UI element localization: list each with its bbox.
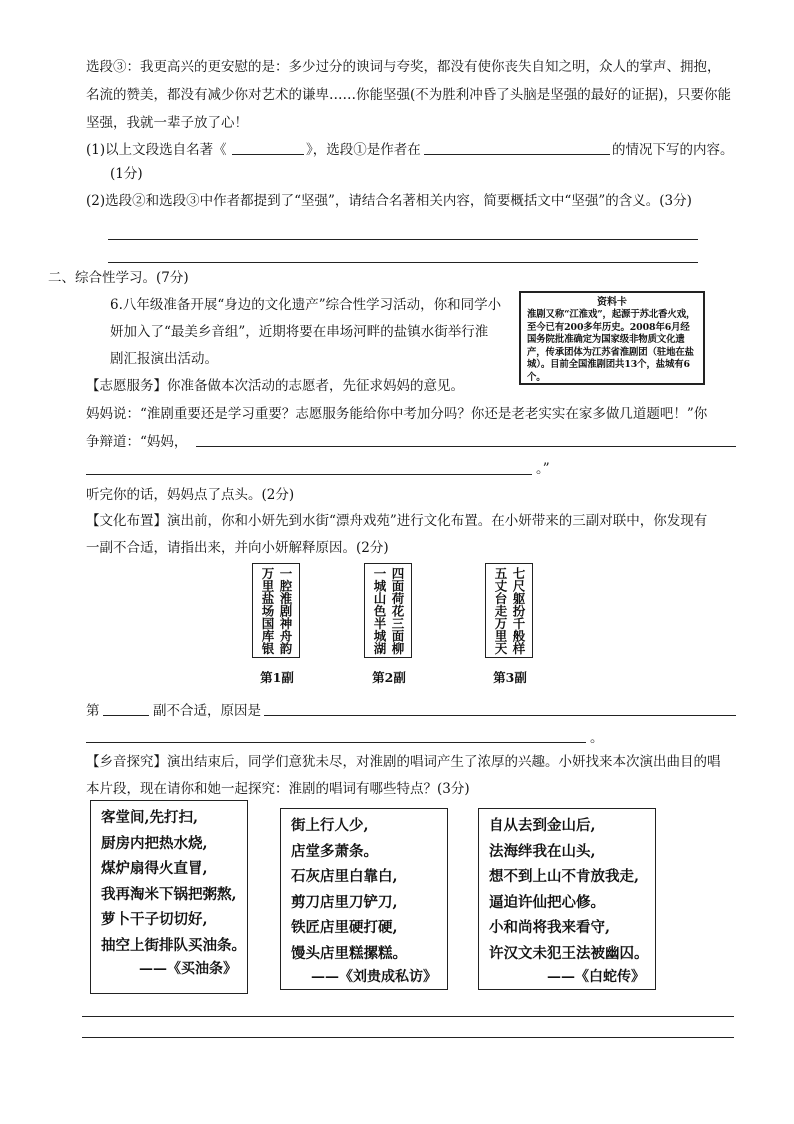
- argue-suffix: 。”: [536, 461, 550, 477]
- q2-text: (2)选段②和选段③中作者都提到了“坚强”，请结合名著相关内容，简要概括文中“坚强”的含义。(3分): [86, 193, 692, 209]
- passage-line-3: 坚强，我就一辈子放了心！: [86, 115, 248, 131]
- q1-text-b: 》，选段①是作者在: [306, 142, 421, 158]
- couplet-1-right: 一腔淮剧神舟韵: [278, 567, 293, 655]
- couplet-2-right: 四面荷花三面柳: [390, 567, 405, 655]
- lyric-box-2: [280, 808, 448, 990]
- lyric-3-line: 小和尚将我来看守,: [489, 919, 611, 936]
- mom-nods: 听完你的话，妈妈点了点头。(2分): [86, 487, 295, 503]
- couplet-answer-end: 。: [590, 730, 604, 746]
- q2-answer-line-1[interactable]: [108, 239, 698, 240]
- couplet-3: [485, 563, 535, 686]
- lyric-1-line: 煤炉扇得火直冒,: [101, 860, 208, 877]
- q2-answer-line-2[interactable]: [108, 262, 698, 263]
- section-2-heading: 二、综合性学习。(7分): [48, 270, 189, 286]
- explore-answer-line-1[interactable]: [82, 1016, 734, 1017]
- lyric-3-line: 想不到上山不肯放我走,: [489, 868, 640, 885]
- couplet-answer-prefix: 第: [86, 703, 100, 719]
- layout-label: 【文化布置】: [86, 513, 167, 529]
- lyric-2-source: ——《刘贵成私访》: [311, 969, 437, 985]
- couplet-3-left: 五丈台走万里天: [493, 567, 508, 655]
- explore-answer-line-2[interactable]: [82, 1037, 734, 1038]
- q6-line-3: 剧汇报演出活动。: [110, 351, 218, 367]
- couplet-3-right: 七尺躯扮千般样: [511, 567, 526, 655]
- couplet-2-label: 第2副: [372, 670, 406, 685]
- lyric-2-line: 石灰店里白靠白,: [291, 868, 398, 885]
- couplet-number-blank[interactable]: [103, 715, 149, 716]
- lyric-box-3: [478, 808, 656, 990]
- couplet-3-label: 第3副: [493, 670, 527, 685]
- couplet-2-left: 一城山色半城湖: [372, 567, 387, 655]
- explore-text-2: 本片段，现在请你和她一起探究：淮剧的唱词有哪些特点？(3分): [86, 781, 470, 797]
- q1-score: (1分): [110, 166, 143, 182]
- explore-label: 【乡音探究】: [86, 754, 167, 770]
- argue-answer-line-1[interactable]: [196, 446, 736, 447]
- lyric-1-source: ——《买油条》: [139, 961, 237, 977]
- passage-line-2: 名流的赞美，都没有减少你对艺术的谦卑……你能坚强(不为胜利冲昏了头脑是坚强的最好的证据)，只要你能: [86, 87, 732, 103]
- volunteer-label: 【志愿服务】: [86, 378, 167, 394]
- lyric-1-line: 萝卜干子切切好,: [101, 911, 208, 928]
- lyric-3-line: 许汉文未犯王法被幽囚。: [489, 944, 649, 962]
- argue-prefix: 争辩道：“妈妈，: [86, 434, 188, 450]
- q6-line-1: 6.八年级准备开展“身边的文化遗产”综合性学习活动，你和同学小: [110, 297, 502, 313]
- q6-line-2: 妍加入了“最美乡音组”，近期将要在串场河畔的盐镇水街举行淮: [110, 324, 489, 340]
- lyric-3-line: 逼迫许仙把心修。: [489, 893, 605, 911]
- couplet-1-left: 万里盐场国库银: [260, 567, 275, 655]
- lyric-2-line: 剪刀店里刀铲刀,: [291, 893, 398, 911]
- lyric-2-line: 街上行人少,: [291, 817, 369, 834]
- lyric-1-line: 客堂间,先打扫,: [101, 809, 199, 826]
- lyric-2-line: 铁匠店里硬打硬,: [291, 919, 398, 936]
- passage-line-1: 选段③：我更高兴的更安慰的是：多少过分的谀词与夸奖，都没有使你丧失自知之明，众人的掌声、拥抱，: [86, 59, 721, 75]
- lyric-2-line: 馒头店里糕摞糕。: [291, 944, 407, 962]
- info-card: [519, 291, 705, 385]
- lyric-3-source: ——《白蛇传》: [547, 969, 645, 985]
- couplet-1: [252, 563, 302, 686]
- couplet-answer-middle: 副不合适，原因是: [153, 703, 261, 719]
- couplet-2: [364, 563, 414, 686]
- info-card-body: 淮剧又称“江淮戏”，起源于苏北香火戏，至今已有200多年历史。2008年6月经国务院批准确定为国家级非物质文化遗产，传承团体为江苏省淮剧团（驻地在盐城）。目前全国淮剧团共13个，盐城有6个。: [527, 309, 696, 383]
- lyric-1-line: 抽空上街排队买油条。: [101, 936, 246, 954]
- lyric-2-line: 店堂多萧条。: [291, 842, 378, 860]
- lyric-3-line: 法海绊我在山头,: [489, 842, 596, 860]
- mom-says: 妈妈说：“淮剧重要还是学习重要？志愿服务能给你中考加分吗？你还是老老实实在家多做几道题吧！”你: [86, 406, 708, 422]
- explore-text-1: 演出结束后，同学们意犹未尽，对淮剧的唱词产生了浓厚的兴趣。小妍找来本次演出曲目的唱: [167, 754, 721, 770]
- q1-text-a: (1)以上文段选自名著《: [86, 142, 227, 158]
- couplet-1-label: 第1副: [260, 670, 294, 685]
- q1-text-c: 的情况下写的内容。: [612, 142, 734, 158]
- couplet-reason-line-1[interactable]: [264, 715, 736, 716]
- argue-answer-line-2[interactable]: [86, 474, 532, 475]
- q1-situation-blank[interactable]: [424, 154, 610, 155]
- lyric-1-line: 厨房内把热水烧,: [101, 834, 208, 852]
- couplet-reason-line-2[interactable]: [86, 742, 586, 743]
- info-card-title: 资料卡: [597, 297, 627, 308]
- volunteer-text: 你准备做本次活动的志愿者，先征求妈妈的意见。: [167, 378, 464, 394]
- lyric-box-1: [90, 800, 248, 994]
- lyric-1-line: 我再淘米下锅把粥熬,: [101, 885, 237, 903]
- layout-text-2: 一副不合适，请指出来，并向小妍解释原因。(2分): [86, 540, 389, 556]
- q1-book-blank[interactable]: [232, 154, 304, 155]
- lyric-3-line: 自从去到金山后,: [489, 817, 596, 834]
- layout-text-1: 演出前，你和小妍先到水街“漂舟戏苑”进行文化布置。在小妍带来的三副对联中，你发现有: [167, 513, 708, 529]
